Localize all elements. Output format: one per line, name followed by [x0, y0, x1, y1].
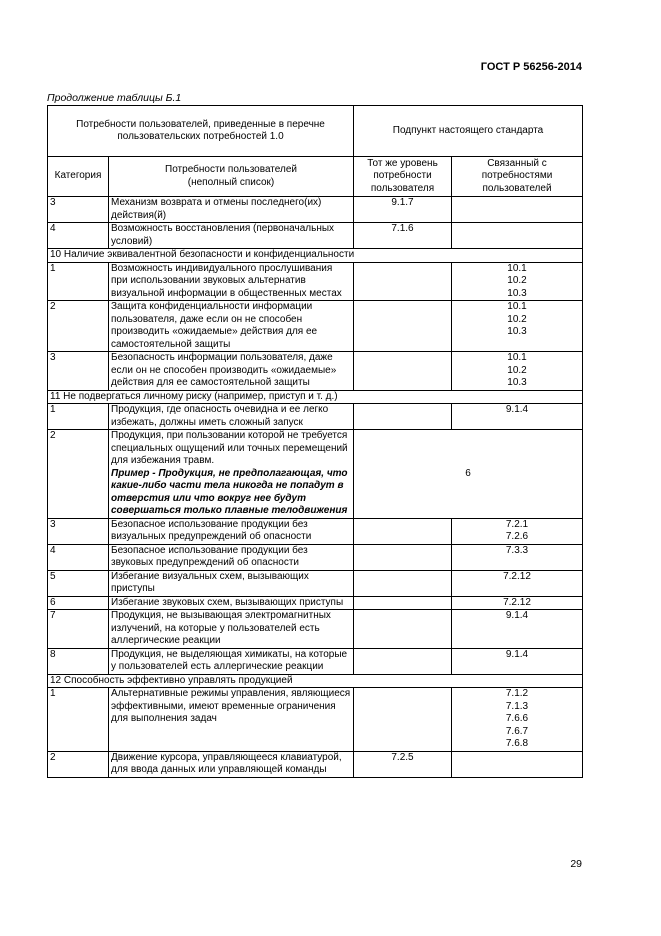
page-number: 29: [570, 858, 582, 870]
row-need: Движение курсора, управляющееся клавиатурой, для ввода данных или управляющей команды: [109, 751, 354, 777]
row-need: Возможность индивидуального прослушивания при использовании звуковых альтернатив визуальной информации в общественных местах: [109, 262, 354, 301]
table-row: [48, 596, 583, 610]
example-note: Пример - Продукция, не предполагающая, что какие-либо части тела никогда не попадут в отверстия или что вокруг нее будут совершаться только плавные телодвижения: [111, 467, 348, 516]
row-need: Возможность восстановления (первоначальных условий): [109, 223, 354, 249]
row-related: 10.1 10.2 10.3: [452, 352, 583, 391]
requirements-table: [47, 105, 583, 778]
row-need: Безопасное использование продукции без звуковых предупреждений об опасности: [109, 544, 354, 570]
table-row: [48, 404, 583, 430]
header-related: Связанный с потребностями пользователей: [452, 157, 583, 197]
table-row: [48, 430, 583, 519]
row-related: [452, 197, 583, 223]
row-category: 1: [48, 688, 109, 752]
table-row: [48, 518, 583, 544]
row-need: Альтернативные режимы управления, являющиеся эффективными, имеют временные ограничения для выполнения задач: [109, 688, 354, 752]
row-need: Безопасность информации пользователя, даже если он не способен производить «ожидаемые» действия для ее самостоятельной защиты: [109, 352, 354, 391]
section-row-11: [48, 390, 583, 404]
row-related: 7.2.12: [452, 570, 583, 596]
merged-reference: 6: [354, 430, 583, 519]
row-category: 1: [48, 262, 109, 301]
table-row: [48, 197, 583, 223]
table-row: [48, 262, 583, 301]
table-row: [48, 352, 583, 391]
row-related: 10.1 10.2 10.3: [452, 262, 583, 301]
row-category: 6: [48, 596, 109, 610]
row-same-level: 7.2.5: [354, 751, 452, 777]
row-category: 3: [48, 197, 109, 223]
row-category: 2: [48, 301, 109, 352]
row-same-level: [354, 262, 452, 301]
section-row-10: [48, 249, 583, 263]
row-same-level: [354, 404, 452, 430]
row-need: [109, 430, 354, 519]
row-need: Безопасное использование продукции без визуальных предупреждений об опасности: [109, 518, 354, 544]
row-same-level: [354, 544, 452, 570]
row-related: 7.1.2 7.1.3 7.6.6 7.6.7 7.6.8: [452, 688, 583, 752]
row-need: Продукция, где опасность очевидна и ее легко избежать, должны иметь сложный запуск: [109, 404, 354, 430]
header-needs: Потребности пользователей (неполный список): [109, 157, 354, 197]
row-category: 1: [48, 404, 109, 430]
row-category: 4: [48, 544, 109, 570]
row-related: 10.1 10.2 10.3: [452, 301, 583, 352]
document-code: ГОСТ Р 56256-2014: [480, 61, 582, 73]
row-need: Продукция, не выделяющая химикаты, на которые у пользователей есть аллергические реакции: [109, 648, 354, 674]
row-category: 8: [48, 648, 109, 674]
table-row: [48, 648, 583, 674]
row-related: [452, 751, 583, 777]
row-need: Механизм возврата и отмены последнего(их) действия(й): [109, 197, 354, 223]
section-title: 11 Не подвергаться личному риску (например, приступ и т. д.): [48, 390, 583, 404]
table-row: [48, 751, 583, 777]
row-related: [452, 223, 583, 249]
row-related: 7.2.12: [452, 596, 583, 610]
table-row: [48, 688, 583, 752]
row-related: 9.1.4: [452, 610, 583, 649]
row-same-level: 9.1.7: [354, 197, 452, 223]
row-need: Защита конфиденциальности информации пользователя, даже если он не способен производить «ожидаемые» действия для ее самостоятельной защиты: [109, 301, 354, 352]
table-row: [48, 544, 583, 570]
row-category: 7: [48, 610, 109, 649]
row-category: 3: [48, 352, 109, 391]
table-header-row-1: [48, 106, 583, 157]
header-subclause: Подпункт настоящего стандарта: [354, 106, 583, 157]
table-row: [48, 223, 583, 249]
row-same-level: [354, 596, 452, 610]
row-related: 7.3.3: [452, 544, 583, 570]
row-same-level: [354, 570, 452, 596]
row-same-level: 7.1.6: [354, 223, 452, 249]
row-need: Продукция, не вызывающая электромагнитных излучений, на которые у пользователей есть аллергические реакции: [109, 610, 354, 649]
row-same-level: [354, 352, 452, 391]
section-title: 12 Способность эффективно управлять продукцией: [48, 674, 583, 688]
header-same-level: Тот же уровень потребности пользователя: [354, 157, 452, 197]
row-category: 2: [48, 751, 109, 777]
table-header-row-2: [48, 157, 583, 197]
row-category: 3: [48, 518, 109, 544]
row-category: 5: [48, 570, 109, 596]
row-related: 9.1.4: [452, 404, 583, 430]
need-text: Продукция, при пользовании которой не требуется специальных ощущений или точных перемещений для избежания травм.: [111, 430, 348, 466]
row-related: 9.1.4: [452, 648, 583, 674]
table-row: [48, 301, 583, 352]
row-category: 2: [48, 430, 109, 519]
row-related: 7.2.1 7.2.6: [452, 518, 583, 544]
row-same-level: [354, 610, 452, 649]
row-same-level: [354, 688, 452, 752]
header-needs-list: Потребности пользователей, приведенные в перечне пользовательских потребностей 1.0: [48, 106, 354, 157]
section-row-12: [48, 674, 583, 688]
header-category: Категория: [48, 157, 109, 197]
table-row: [48, 570, 583, 596]
table-caption: Продолжение таблицы Б.1: [47, 92, 182, 104]
section-title: 10 Наличие эквивалентной безопасности и конфиденциальности: [48, 249, 583, 263]
row-same-level: [354, 518, 452, 544]
row-category: 4: [48, 223, 109, 249]
row-need: Избегание звуковых схем, вызывающих приступы: [109, 596, 354, 610]
table-row: [48, 610, 583, 649]
row-need: Избегание визуальных схем, вызывающих приступы: [109, 570, 354, 596]
row-same-level: [354, 648, 452, 674]
row-same-level: [354, 301, 452, 352]
